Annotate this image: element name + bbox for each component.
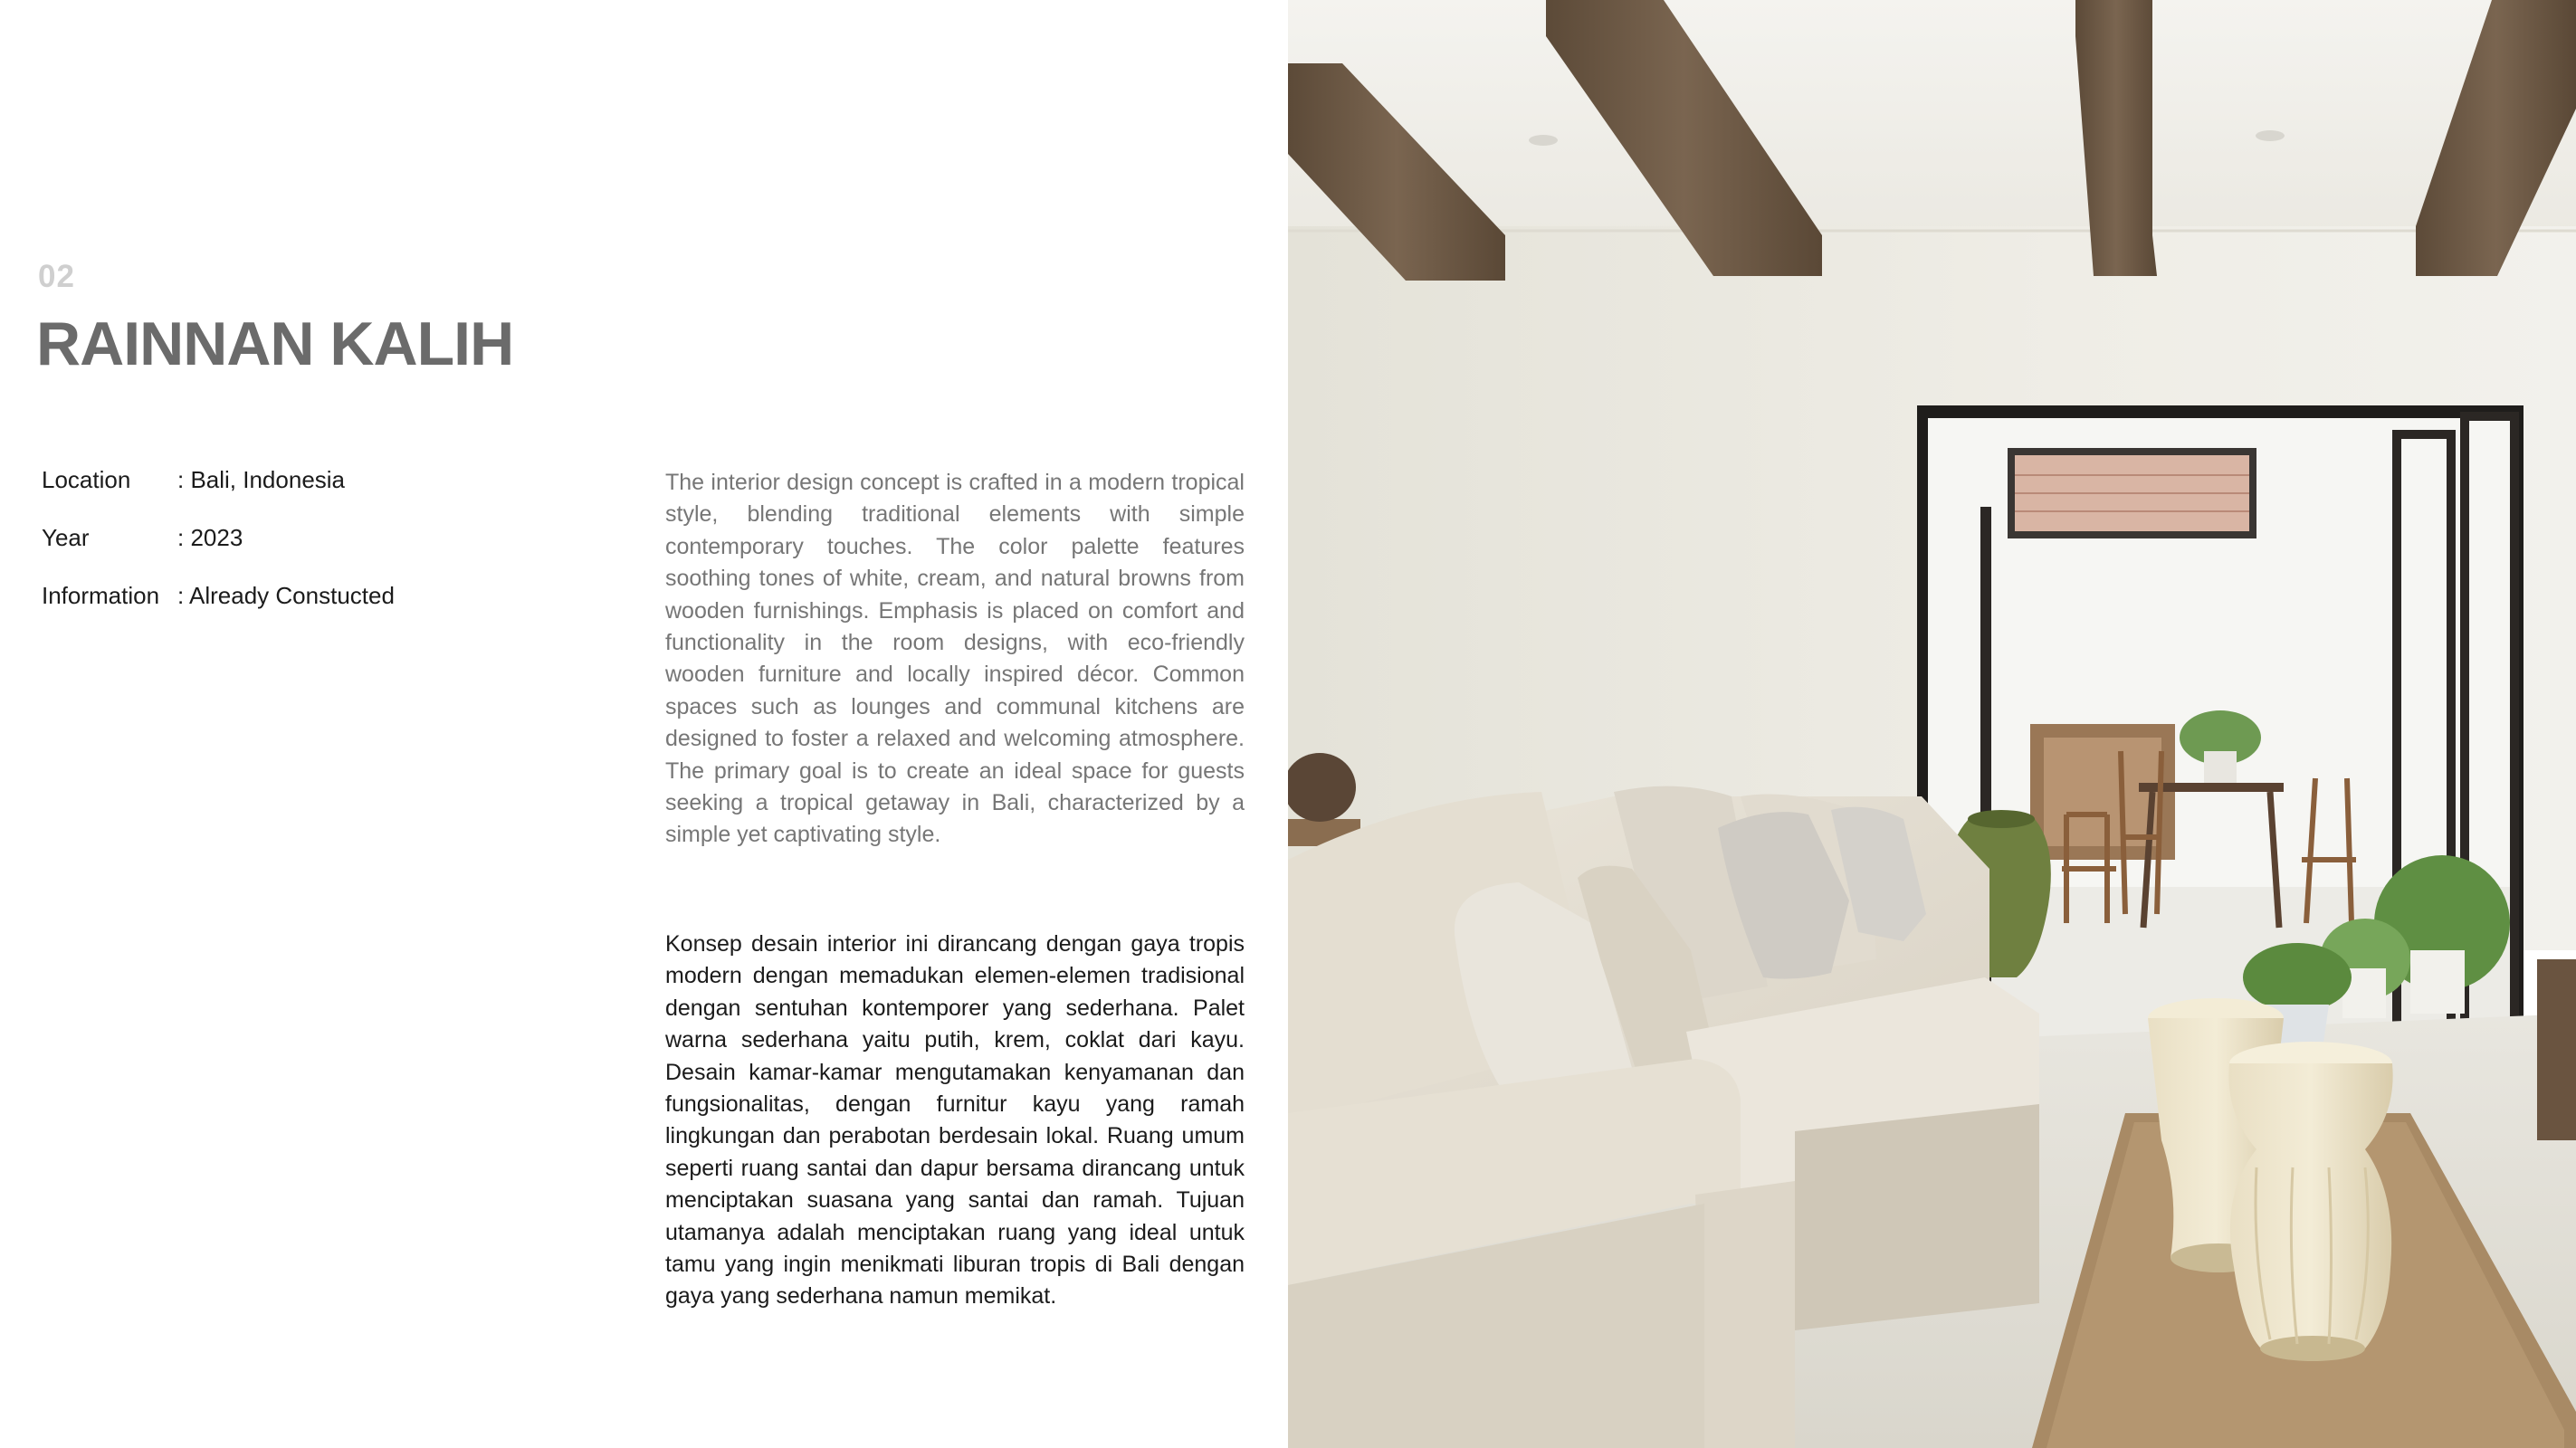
interior-photo bbox=[1288, 0, 2576, 1448]
info-row-year bbox=[42, 524, 395, 582]
info-label-information: Information bbox=[42, 582, 160, 609]
project-title: RAINNAN KALIH bbox=[36, 310, 514, 378]
description-english: The interior design concept is crafted in a modern tropical style, blending traditional elements with simple contemporary touches. The color palette features soothing tones of white, cream, and natural browns from wooden furnishings. Emphasis is placed on comfort and functionality in the room designs, with eco-friendly wooden furniture and locally inspired décor. Common spaces such as lounges and communal kitchens are designed to foster a relaxed and welcoming atmosphere. The primary goal is to create an ideal space for guests seeking a tropical getaway in Bali, characterized by a simple yet captivating style. bbox=[665, 470, 1245, 848]
project-info-table bbox=[42, 466, 395, 640]
info-value-location: : Bali, Indonesia bbox=[177, 466, 346, 493]
project-number: 02 bbox=[38, 259, 75, 294]
wooden-stool bbox=[2228, 1042, 2392, 1361]
info-value-year: : 2023 bbox=[177, 524, 243, 551]
ceiling bbox=[1288, 0, 2576, 235]
info-row-location bbox=[42, 466, 395, 524]
info-label-year: Year bbox=[42, 524, 90, 551]
info-label-location: Location bbox=[42, 466, 131, 493]
info-value-information: : Already Constucted bbox=[177, 582, 395, 609]
potted-plant bbox=[2243, 943, 2352, 1012]
description-indonesian: Konsep desain interior ini dirancang dengan gaya tropis modern dengan memadukan elemen-elemen tradisional dengan sentuhan kontemporer yang sederhana. Palet warna sederhana yaitu putih, krem, coklat dari kayu. Desain kamar-kamar mengutamakan kenyamanan dan fungsionalitas, dengan furnitur kayu yang ramah lingkungan dan perabotan berdesain lokal. Ruang umum seperti ruang santai dan dapur bersama dirancang untuk menciptakan suasana yang santai dan ramah. Tujuan utamanya adalah menciptakan ruang yang ideal untuk tamu yang ingin menikmati liburan tropis di Bali dengan gaya yang sederhana namun memikat. bbox=[665, 931, 1245, 1310]
info-row-information bbox=[42, 582, 395, 640]
